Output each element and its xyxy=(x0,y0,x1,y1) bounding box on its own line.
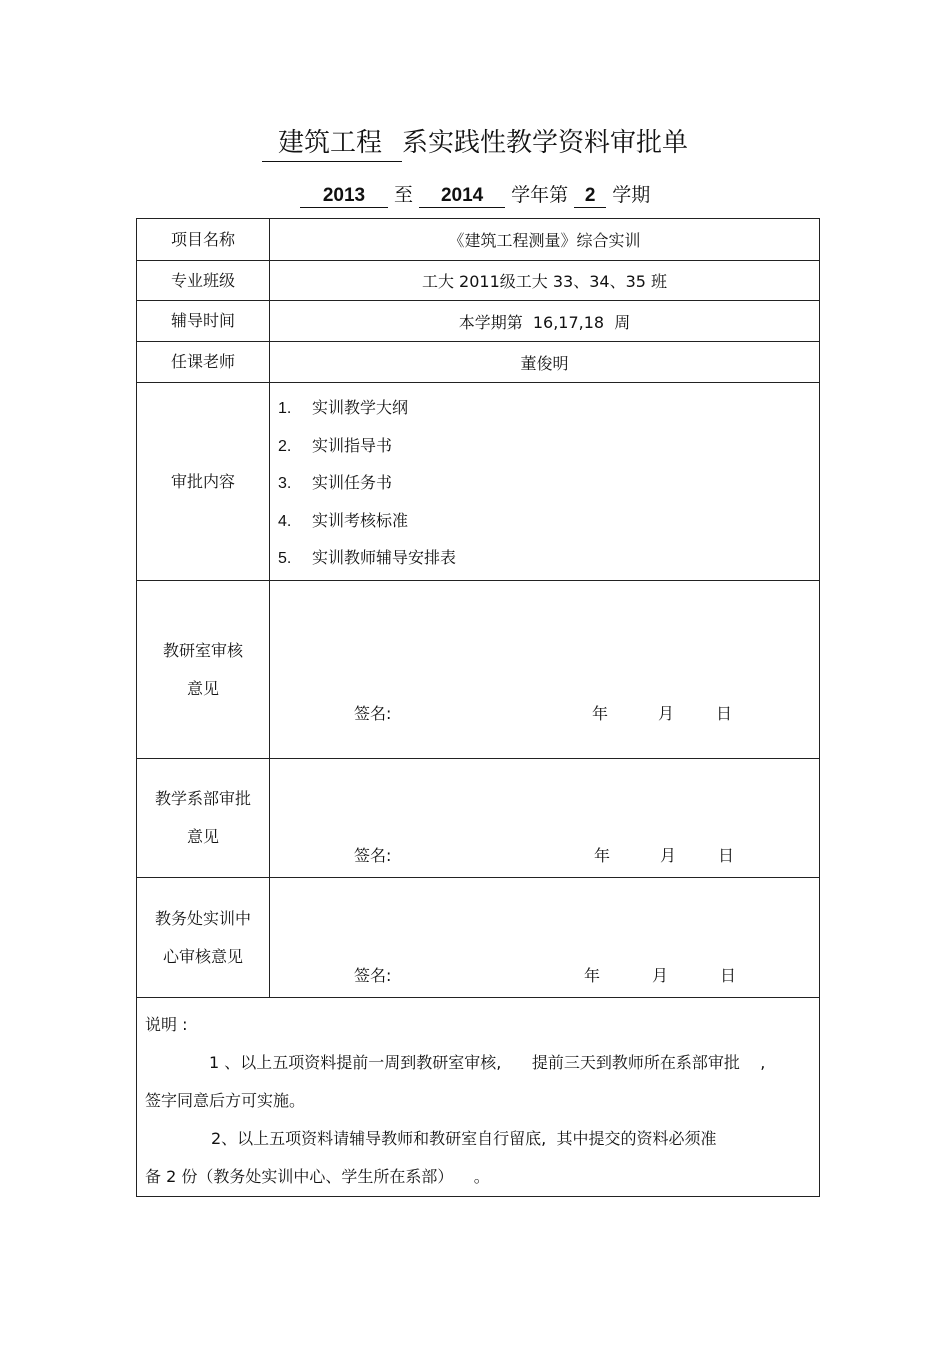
affairs-approval-field[interactable] xyxy=(270,878,820,998)
teacher-label: 任课老师 xyxy=(137,342,270,383)
note-2-line-1: 2、以上五项资料请辅导教师和教研室自行留底, 其中提交的资料必须准 xyxy=(211,1129,717,1148)
signature-label: 签名: xyxy=(354,846,392,865)
form-title xyxy=(0,122,950,162)
row-teacher xyxy=(137,342,820,383)
notes-cell xyxy=(137,998,820,1197)
teacher-value: 董俊明 xyxy=(270,342,820,383)
research-approval-field[interactable] xyxy=(270,581,820,759)
row-time xyxy=(137,301,820,342)
note-2-line-2: 备 2 份（教务处实训中心、学生所在系部） 。 xyxy=(145,1167,490,1186)
list-item: 1. 实训教学大纲 xyxy=(278,398,409,417)
semester-number: 2 xyxy=(574,185,606,208)
class-value: 工大 2011级工大 33、34、35 班 xyxy=(270,261,820,301)
class-label: 专业班级 xyxy=(137,261,270,301)
date-day-label: 日 xyxy=(720,966,737,985)
row-project xyxy=(137,219,820,261)
notes-label: 说明 : xyxy=(145,1015,188,1034)
list-item: 2. 实训指导书 xyxy=(278,435,393,455)
affairs-approval-label: 教务处实训中 心审核意见 xyxy=(137,878,270,998)
semester-suffix: 学期 xyxy=(612,184,651,206)
year-start: 2013 xyxy=(300,185,388,208)
date-day-label: 日 xyxy=(716,704,733,723)
year-suffix: 学年第 xyxy=(511,184,569,206)
date-day-label: 日 xyxy=(718,846,735,865)
row-affairs-approval xyxy=(137,878,820,998)
department-name: 建筑工程 xyxy=(262,122,402,162)
date-month-label: 月 xyxy=(658,704,675,723)
note-1-line-2: 签字同意后方可实施。 xyxy=(145,1091,306,1110)
time-label: 辅导时间 xyxy=(137,301,270,342)
to-label: 至 xyxy=(394,184,414,206)
row-class xyxy=(137,261,820,301)
academic-term xyxy=(300,180,650,208)
row-content xyxy=(137,383,820,581)
content-label: 审批内容 xyxy=(137,383,270,581)
date-month-label: 月 xyxy=(660,846,677,865)
year-end: 2014 xyxy=(419,185,505,208)
form-title-text: 系实践性教学资料审批单 xyxy=(402,128,689,158)
content-items-cell xyxy=(270,383,820,581)
list-item: 4. 实训考核标准 xyxy=(278,510,409,530)
row-department-approval xyxy=(137,759,820,878)
row-research-approval xyxy=(137,581,820,759)
signature-label: 签名: xyxy=(354,966,392,985)
date-year-label: 年 xyxy=(584,966,601,985)
project-value: 《建筑工程测量》综合实训 xyxy=(270,219,820,261)
date-month-label: 月 xyxy=(652,966,669,985)
content-list xyxy=(270,383,819,577)
research-approval-label: 教研室审核 意见 xyxy=(137,581,270,759)
date-year-label: 年 xyxy=(594,846,611,865)
department-approval-label: 教学系部审批 意见 xyxy=(137,759,270,878)
department-approval-field[interactable] xyxy=(270,759,820,878)
time-value: 本学期第 16,17,18 周 xyxy=(270,301,820,342)
row-notes xyxy=(137,998,820,1197)
approval-form-table xyxy=(136,218,820,1197)
list-item: 5. 实训教师辅导安排表 xyxy=(278,548,457,567)
note-1-line-1: 1 、以上五项资料提前一周到教研室审核, 提前三天到教师所在系部审批 , xyxy=(209,1053,766,1072)
date-year-label: 年 xyxy=(592,704,609,723)
project-label: 项目名称 xyxy=(137,219,270,261)
list-item: 3. 实训任务书 xyxy=(278,473,393,492)
signature-label: 签名: xyxy=(354,704,392,723)
